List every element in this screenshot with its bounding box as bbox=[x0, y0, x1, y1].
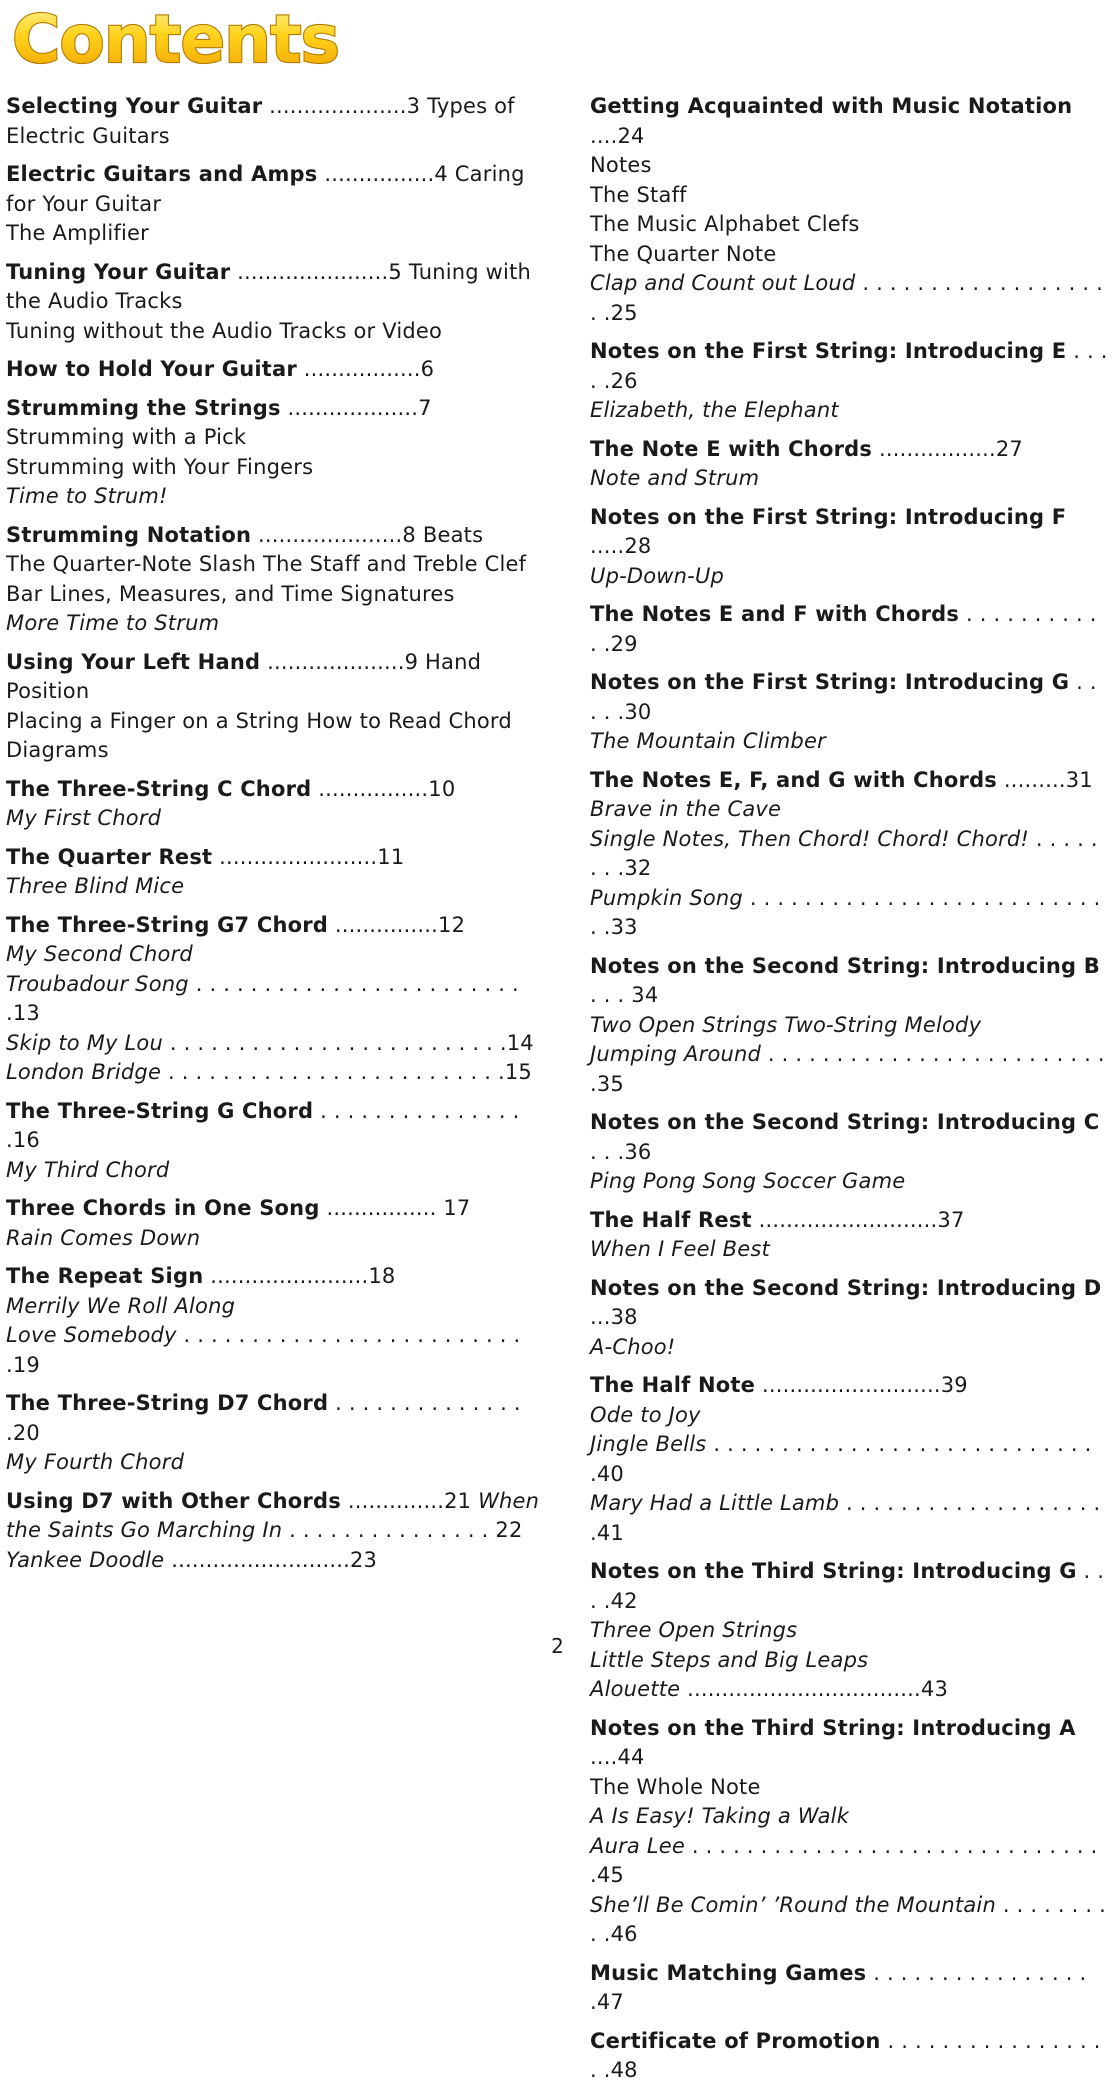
song-title: Brave in the Cave bbox=[590, 797, 782, 821]
toc-entry bbox=[590, 1557, 1110, 1705]
toc-entry-heading-line bbox=[590, 952, 1110, 1011]
toc-entry-heading-line bbox=[6, 355, 541, 385]
toc-entry-subline bbox=[6, 804, 541, 834]
toc-entry-subline bbox=[6, 1448, 541, 1478]
toc-entry-subline bbox=[590, 727, 1110, 757]
toc-entry-subline bbox=[590, 1011, 1110, 1041]
toc-entry-subline bbox=[6, 1224, 541, 1254]
toc-entry bbox=[590, 92, 1110, 328]
toc-entry bbox=[6, 92, 541, 151]
toc-entry bbox=[590, 1108, 1110, 1197]
section-title: The Half Rest bbox=[590, 1207, 752, 1232]
leader-and-page: ...38 bbox=[590, 1305, 638, 1329]
toc-entry bbox=[6, 1097, 541, 1186]
song-title: Ode to Joy bbox=[590, 1402, 701, 1427]
toc-entry-heading-line bbox=[6, 1262, 541, 1292]
section-title: How to Hold Your Guitar bbox=[6, 357, 297, 381]
song-title: Skip to My Lou bbox=[6, 1030, 163, 1055]
page-title: Contents bbox=[12, 1, 339, 78]
leader-and-page: ..........................39 bbox=[755, 1373, 968, 1397]
toc-entry-heading-line bbox=[590, 1959, 1110, 2018]
toc-entry bbox=[590, 1714, 1110, 1950]
section-title: Strumming the Strings bbox=[6, 395, 281, 420]
section-title: The Three-String G Chord bbox=[6, 1098, 314, 1123]
leader-and-page: .....28 bbox=[590, 534, 652, 558]
section-title: The Three-String D7 Chord bbox=[6, 1391, 329, 1415]
leader-and-page: Strumming with Your Fingers bbox=[6, 454, 314, 479]
section-title: The Notes E, F, and G with Chords bbox=[590, 767, 998, 792]
section-title: Music Matching Games bbox=[590, 1960, 867, 1985]
song-title: Jumping Around bbox=[590, 1042, 762, 1066]
section-title: Three Chords in One Song bbox=[6, 1196, 320, 1220]
toc-entry-subline bbox=[6, 1156, 541, 1186]
toc-entry-heading-line bbox=[590, 1274, 1110, 1333]
section-title: Notes on the Second String: Introducing B bbox=[590, 953, 1100, 978]
toc-entry-heading-line bbox=[6, 775, 541, 805]
toc-entry-heading-line bbox=[6, 1097, 541, 1156]
toc-entry-subline bbox=[6, 550, 541, 580]
song-title: My First Chord bbox=[6, 806, 162, 830]
toc-entry-subline bbox=[590, 1489, 1110, 1548]
leader-and-page: The Quarter-Note Slash The Staff and Treble Clef bbox=[6, 552, 527, 576]
toc-entry-subline bbox=[590, 795, 1110, 825]
leader-and-page: . . . . . . . . . . . . . . . . . . . .25 bbox=[590, 271, 1103, 325]
toc-entry-subline bbox=[590, 151, 1110, 181]
song-title: Up-Down-Up bbox=[590, 563, 725, 588]
song-title: Time to Strum! bbox=[6, 484, 168, 508]
toc-entry bbox=[590, 1371, 1110, 1548]
toc-entry bbox=[590, 1959, 1110, 2018]
toc-entry-subline bbox=[590, 1235, 1110, 1265]
song-title: Little Steps and Big Leaps bbox=[590, 1647, 869, 1672]
song-title: Rain Comes Down bbox=[6, 1225, 201, 1250]
song-title: She’ll Be Comin’ ’Round the Mountain bbox=[590, 1892, 996, 1917]
toc-entry-heading-line bbox=[590, 1714, 1110, 1773]
toc-entry-heading-line bbox=[6, 92, 541, 151]
toc-entry bbox=[590, 668, 1110, 757]
song-title: Two Open Strings Two-String Melody bbox=[590, 1012, 982, 1037]
section-title: Getting Acquainted with Music Notation bbox=[590, 94, 1073, 118]
song-title: Troubadour Song bbox=[6, 971, 189, 996]
toc-entry-subline bbox=[590, 240, 1110, 270]
toc-entry-heading-line bbox=[590, 92, 1110, 151]
toc-entry-heading-line bbox=[6, 521, 541, 551]
leader-and-page: . . . . .26 bbox=[590, 339, 1108, 393]
toc-entry bbox=[590, 503, 1110, 592]
toc-entry-heading-line bbox=[590, 435, 1110, 465]
toc-entry bbox=[590, 766, 1110, 943]
toc-entry-heading-line bbox=[590, 1557, 1110, 1616]
song-title: More Time to Strum bbox=[6, 611, 220, 635]
toc-entry-subline bbox=[590, 1675, 1110, 1705]
section-title: Electric Guitars and Amps bbox=[6, 162, 318, 186]
toc-entry-subline bbox=[6, 707, 541, 766]
toc-entry-subline bbox=[6, 580, 541, 610]
toc-entry-heading-line bbox=[6, 258, 541, 317]
section-title: The Three-String C Chord bbox=[6, 776, 312, 801]
toc-entry-heading-line bbox=[590, 2027, 1110, 2086]
section-title: The Note E with Chords bbox=[590, 436, 873, 461]
song-title: London Bridge bbox=[6, 1060, 162, 1084]
toc-entry bbox=[590, 1206, 1110, 1265]
section-title: Certificate of Promotion bbox=[590, 2028, 881, 2053]
leader-and-page: . . . . .30 bbox=[590, 670, 1097, 724]
song-title: Aura Lee bbox=[590, 1833, 685, 1858]
toc-entry bbox=[6, 1487, 541, 1576]
toc-entry-subline bbox=[6, 219, 541, 249]
leader-and-page: . . . . . . . . . . . .29 bbox=[590, 602, 1097, 656]
toc-entry bbox=[6, 1389, 541, 1478]
song-title: Elizabeth, the Elephant bbox=[590, 398, 839, 422]
song-title: When the Saints Go Marching In bbox=[6, 1488, 540, 1542]
toc-entry-heading-line bbox=[590, 600, 1110, 659]
page-title-graphic bbox=[6, 0, 386, 80]
section-title: The Half Note bbox=[590, 1373, 756, 1397]
section-title: Using D7 with Other Chords bbox=[6, 1488, 341, 1513]
toc-entry-subline bbox=[6, 482, 541, 512]
toc-entry-heading-line bbox=[6, 648, 541, 707]
song-title: Three Open Strings bbox=[590, 1618, 798, 1642]
toc-entry bbox=[6, 775, 541, 834]
leader-and-page: Bar Lines, Measures, and Time Signatures bbox=[6, 581, 455, 606]
toc-entry-subline bbox=[590, 1040, 1110, 1099]
toc-entry-heading-line bbox=[590, 337, 1110, 396]
leader-and-page: . . . . . . . . . . . . . . . . . . . . . . . . .15 bbox=[161, 1060, 532, 1084]
leader-and-page: ...............12 bbox=[328, 912, 466, 937]
leader-and-page: .......................18 bbox=[203, 1264, 396, 1288]
section-title: Notes on the Third String: Introducing G bbox=[590, 1559, 1077, 1583]
leader-and-page: The Amplifier bbox=[6, 221, 149, 245]
toc-entry-heading-line bbox=[590, 1206, 1110, 1236]
toc-entry bbox=[590, 337, 1110, 426]
toc-entry bbox=[6, 258, 541, 347]
leader-and-page: The Whole Note bbox=[590, 1774, 761, 1799]
toc-entry-subline bbox=[6, 1292, 541, 1322]
song-title: Ping Pong Song Soccer Game bbox=[590, 1169, 906, 1193]
section-title: Tuning Your Guitar bbox=[6, 259, 231, 284]
section-title: Notes on the Third String: Introducing A bbox=[590, 1715, 1076, 1740]
toc-entry-heading-line bbox=[6, 843, 541, 873]
leader-and-page: ..........................23 bbox=[164, 1547, 378, 1572]
song-title: Pumpkin Song bbox=[590, 885, 743, 910]
song-title: My Fourth Chord bbox=[6, 1450, 185, 1474]
toc-entry-subline bbox=[6, 317, 541, 347]
leader-and-page: Tuning without the Audio Tracks or Video bbox=[6, 318, 443, 343]
song-title: Merrily We Roll Along bbox=[6, 1293, 236, 1318]
section-title: Notes on the Second String: Introducing C bbox=[590, 1110, 1100, 1134]
leader-and-page: .................27 bbox=[872, 436, 1023, 461]
toc-entry-heading-line bbox=[590, 1371, 1110, 1401]
section-title: Using Your Left Hand bbox=[6, 649, 261, 674]
leader-and-page: . . . . . . . . . . . . . . . . . . . .41 bbox=[590, 1491, 1101, 1545]
toc-entry bbox=[6, 521, 541, 639]
leader-and-page: ..........................37 bbox=[751, 1207, 965, 1232]
leader-and-page: .....................8 Beats bbox=[251, 522, 484, 547]
section-title: The Notes E and F with Chords bbox=[590, 602, 960, 626]
leader-and-page: .........31 bbox=[997, 767, 1093, 792]
toc-entry-heading-line bbox=[6, 394, 541, 453]
song-title: Mary Had a Little Lamb bbox=[590, 1491, 840, 1515]
leader-and-page: . . . . . . . . . . . . . . . . . . . . . . . . . . . .33 bbox=[590, 885, 1101, 939]
toc-entry-subline bbox=[6, 970, 541, 1029]
leader-and-page: . . . .42 bbox=[590, 1559, 1105, 1613]
toc-entry bbox=[6, 648, 541, 766]
leader-and-page: ....24 bbox=[590, 123, 645, 148]
toc-entry bbox=[590, 952, 1110, 1100]
toc-entry-subline bbox=[6, 609, 541, 639]
section-title: The Repeat Sign bbox=[6, 1264, 204, 1288]
toc-entry bbox=[590, 2027, 1110, 2086]
toc-entry-heading-line bbox=[6, 1389, 541, 1448]
toc-entry bbox=[590, 435, 1110, 494]
toc-entry bbox=[6, 160, 541, 249]
toc-entry bbox=[6, 843, 541, 902]
contents-title-art bbox=[6, 0, 386, 80]
leader-and-page: . . . . . . . . . . . . . . .20 bbox=[6, 1391, 521, 1445]
toc-entry-subline bbox=[6, 940, 541, 970]
leader-and-page: . . . . . . . . . . . . . . . . . . . . . . . . .14 bbox=[162, 1030, 534, 1055]
leader-and-page: .......................11 bbox=[212, 844, 405, 869]
section-title: Selecting Your Guitar bbox=[6, 94, 263, 118]
song-title: A-Choo! bbox=[590, 1334, 676, 1359]
toc-entry-heading-line bbox=[6, 160, 541, 219]
toc-entry-heading-line bbox=[6, 911, 541, 941]
toc-entry-heading-line bbox=[590, 766, 1110, 796]
song-title: Jingle Bells bbox=[590, 1432, 707, 1456]
song-title: Yankee Doodle bbox=[6, 1547, 165, 1572]
toc-entry bbox=[6, 911, 541, 1088]
toc-entry-subline bbox=[590, 1891, 1110, 1950]
leader-and-page: . . . . . . . .32 bbox=[590, 826, 1098, 880]
toc-entry-heading-line bbox=[590, 1108, 1110, 1167]
leader-and-page: ..............21 bbox=[340, 1488, 479, 1513]
song-title: My Second Chord bbox=[6, 942, 193, 966]
song-title: Alouette bbox=[590, 1677, 681, 1701]
leader-and-page: ....................9 Hand Position bbox=[6, 649, 482, 703]
leader-and-page: . . . . . . . . . . . . . . . . . . . . . . . . .13 bbox=[6, 971, 519, 1025]
toc-entry-subline bbox=[6, 1058, 541, 1088]
toc-entry bbox=[6, 1262, 541, 1380]
leader-and-page: . . . . . . . . . . . . . . . . . . . . . . . . . .35 bbox=[590, 1042, 1105, 1096]
toc-entry-heading-line bbox=[6, 1487, 541, 1576]
toc-entry bbox=[6, 1194, 541, 1253]
toc-entry-heading-line bbox=[590, 503, 1110, 562]
toc-entry-subline bbox=[590, 269, 1110, 328]
toc-entry-subline bbox=[590, 210, 1110, 240]
toc-entry-subline bbox=[6, 872, 541, 902]
leader-and-page: . . . . . . . . . . . . . . . . . . . . . . . . . . . . .40 bbox=[590, 1432, 1092, 1486]
leader-and-page: ....44 bbox=[590, 1745, 645, 1769]
toc-entry bbox=[6, 394, 541, 512]
section-title: Strumming Notation bbox=[6, 522, 252, 547]
song-title: A Is Easy! Taking a Walk bbox=[590, 1804, 850, 1828]
section-title: The Three-String G7 Chord bbox=[6, 912, 329, 937]
leader-and-page: The Quarter Note bbox=[590, 241, 777, 266]
toc-entry-subline bbox=[590, 1430, 1110, 1489]
leader-and-page: . . . 34 bbox=[590, 983, 659, 1007]
page-number: 2 bbox=[551, 1634, 564, 1658]
leader-and-page: . . . . . . . . . . . . . . . . . . . . . . . . . . . . . . .45 bbox=[590, 1833, 1098, 1887]
leader-and-page: . . . . . . . . . . . . . . . . .47 bbox=[590, 1960, 1087, 2014]
leader-and-page: . . . . . . . . . .46 bbox=[590, 1892, 1106, 1946]
toc-entry-heading-line bbox=[6, 1194, 541, 1224]
song-title: When I Feel Best bbox=[590, 1237, 770, 1261]
leader-and-page: Placing a Finger on a String How to Read Chord Diagrams bbox=[6, 708, 512, 762]
toc-entry-subline bbox=[590, 562, 1110, 592]
toc-entry-subline bbox=[590, 1802, 1110, 1832]
section-title: Notes on the First String: Introducing E bbox=[590, 339, 1067, 363]
leader-and-page: ..................................43 bbox=[680, 1677, 949, 1701]
toc-entry bbox=[6, 355, 541, 385]
section-title: The Quarter Rest bbox=[6, 844, 213, 869]
toc-entry-subline bbox=[590, 1832, 1110, 1891]
leader-and-page: . . . . . . . . . . . . . . . 22 bbox=[282, 1518, 523, 1542]
leader-and-page: . . .36 bbox=[590, 1139, 652, 1164]
leader-and-page: ......................5 Tuning with the Audio Tracks bbox=[6, 259, 532, 313]
toc-entry-subline bbox=[590, 1773, 1110, 1803]
toc-entry-subline bbox=[6, 1029, 541, 1059]
leader-and-page: ...................7 Strumming with a Pick bbox=[6, 395, 432, 449]
toc-entry-subline bbox=[590, 181, 1110, 211]
toc-entry bbox=[590, 1274, 1110, 1363]
leader-and-page: The Music Alphabet Clefs bbox=[590, 212, 860, 236]
toc-entry-subline bbox=[590, 1333, 1110, 1363]
song-title: Three Blind Mice bbox=[6, 874, 185, 898]
toc-entry bbox=[590, 600, 1110, 659]
leader-and-page: ....................3 Types of Electric Guitars bbox=[6, 94, 515, 148]
leader-and-page: . . . . . . . . . . . . . . . .16 bbox=[6, 1098, 520, 1152]
section-title: Notes on the First String: Introducing G bbox=[590, 670, 1070, 694]
leader-and-page: ................4 Caring for Your Guitar bbox=[6, 162, 525, 216]
toc-entry-heading-line bbox=[590, 668, 1110, 727]
leader-and-page: ................10 bbox=[311, 776, 456, 801]
leader-and-page: . . . . . . . . . . . . . . . . . . . . . . . . . .19 bbox=[6, 1323, 521, 1377]
song-title: My Third Chord bbox=[6, 1157, 170, 1182]
toc-left-column bbox=[6, 92, 541, 1584]
song-title: Note and Strum bbox=[590, 466, 760, 490]
toc-entry-subline bbox=[590, 396, 1110, 426]
leader-and-page: Notes bbox=[590, 153, 652, 177]
song-title: Single Notes, Then Chord! Chord! Chord! bbox=[590, 826, 1030, 851]
toc-entry-subline bbox=[590, 884, 1110, 943]
song-title: Clap and Count out Loud bbox=[590, 271, 856, 295]
toc-right-column bbox=[590, 92, 1110, 2095]
toc-entry-subline bbox=[590, 1401, 1110, 1431]
toc-entry-subline bbox=[6, 453, 541, 483]
leader-and-page: ................ 17 bbox=[319, 1196, 471, 1220]
leader-and-page: . . . . . . . . . . . . . . . . . .48 bbox=[590, 2028, 1101, 2082]
leader-and-page: .................6 bbox=[296, 357, 435, 381]
toc-entry-subline bbox=[590, 1167, 1110, 1197]
section-title: Notes on the Second String: Introducing D bbox=[590, 1275, 1102, 1300]
song-title: The Mountain Climber bbox=[590, 729, 826, 753]
toc-entry-subline bbox=[590, 464, 1110, 494]
toc-entry-subline bbox=[6, 1321, 541, 1380]
toc-entry-subline bbox=[590, 825, 1110, 884]
song-title: Love Somebody bbox=[6, 1323, 177, 1347]
section-title: Notes on the First String: Introducing F bbox=[590, 504, 1067, 529]
leader-and-page: The Staff bbox=[590, 182, 687, 207]
